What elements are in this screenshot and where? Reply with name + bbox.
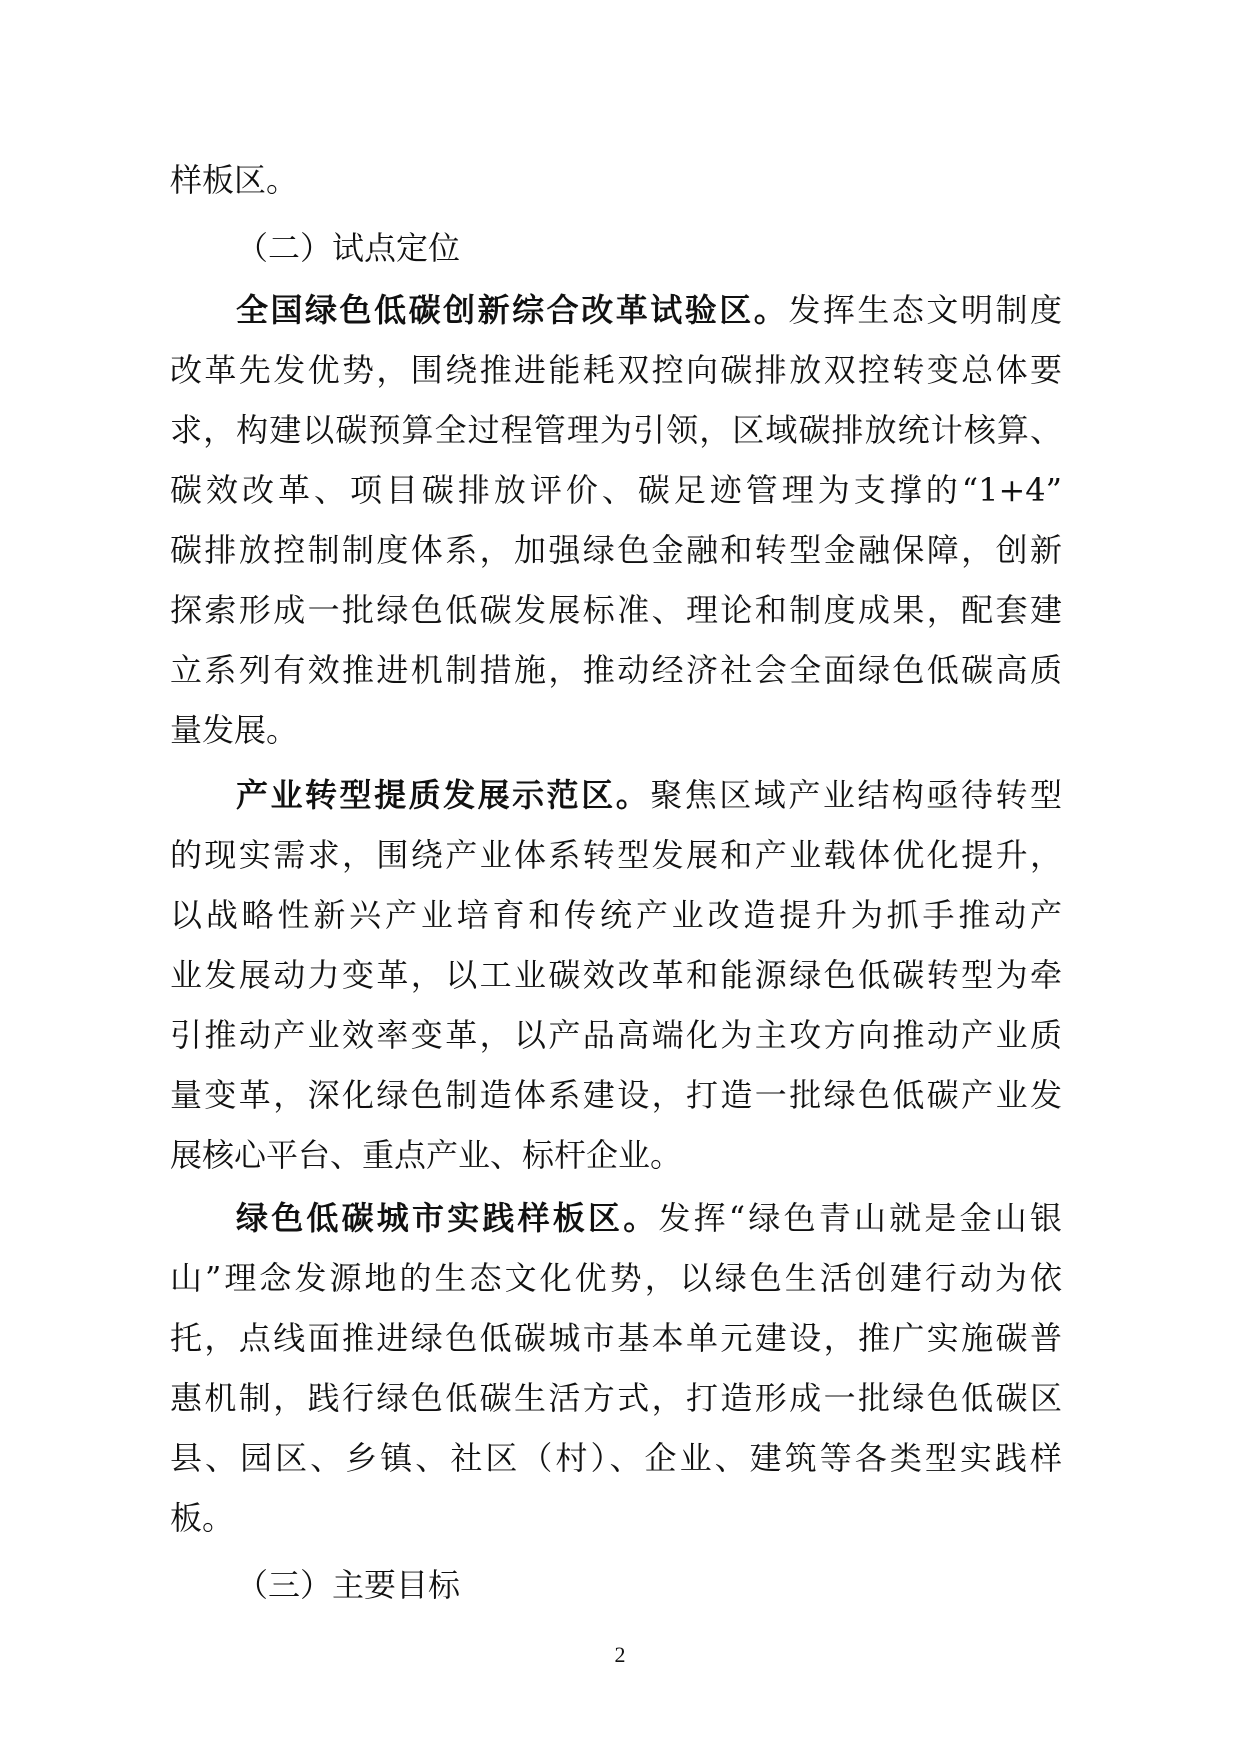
paragraph-line: 量发展。 (170, 711, 299, 749)
paragraph-lead-title: 全国绿色低碳创新综合改革试验区。 (236, 291, 789, 329)
section-heading-pilot-positioning: （二）试点定位 (236, 229, 461, 267)
paragraph-lead-title: 产业转型提质发展示范区。 (236, 776, 651, 814)
paragraph-line: 改革先发优势，围绕推进能耗双控向碳排放双控转变总体要 (170, 351, 1062, 389)
page-number: 2 (614, 1642, 626, 1667)
paragraph-line: 的现实需求，围绕产业体系转型发展和产业载体优化提升， (170, 836, 1062, 874)
paragraph-line: 惠机制，践行绿色低碳生活方式，打造形成一批绿色低碳区 (170, 1379, 1062, 1417)
paragraph-line (170, 765, 1062, 825)
paragraph-line (170, 280, 1062, 340)
continued-text-line: 样板区。 (170, 161, 299, 199)
paragraph-line: 托，点线面推进绿色低碳城市基本单元建设，推广实施碳普 (170, 1319, 1062, 1357)
paragraph-line: 立系列有效推进机制措施，推动经济社会全面绿色低碳高质 (170, 651, 1062, 689)
paragraph-line: 板。 (170, 1499, 235, 1537)
paragraph-line: 展核心平台、重点产业、标杆企业。 (170, 1136, 683, 1174)
paragraph-lead-title: 绿色低碳城市实践样板区。 (236, 1199, 659, 1237)
paragraph-line: 以战略性新兴产业培育和传统产业改造提升为抓手推动产 (170, 896, 1062, 934)
paragraph-line: 业发展动力变革，以工业碳效改革和能源绿色低碳转型为牵 (170, 956, 1062, 994)
section-heading-main-goals: （三）主要目标 (236, 1566, 461, 1604)
paragraph-line: 求，构建以碳预算全过程管理为引领，区域碳排放统计核算、 (170, 411, 1062, 449)
paragraph-low-carbon-city-zone (170, 1188, 1062, 1548)
paragraph-line: 量变革，深化绿色制造体系建设，打造一批绿色低碳产业发 (170, 1076, 1062, 1114)
paragraph-line: 探索形成一批绿色低碳发展标准、理论和制度成果，配套建 (170, 591, 1062, 629)
paragraph-industry-transformation-zone (170, 765, 1062, 1185)
paragraph-line: 碳效改革、项目碳排放评价、碳足迹管理为支撑的“1+4” (170, 471, 1062, 509)
paragraph-line-text: 发挥生态文明制度 (788, 291, 1062, 329)
paragraph-line: 山”理念发源地的生态文化优势，以绿色生活创建行动为依 (170, 1259, 1062, 1297)
paragraph-line-text: 聚焦区域产业结构亟待转型 (650, 776, 1062, 814)
paragraph-innovation-reform-zone (170, 280, 1062, 760)
paragraph-line (170, 1188, 1062, 1248)
paragraph-line: 县、园区、乡镇、社区（村）、企业、建筑等各类型实践样 (170, 1439, 1062, 1477)
paragraph-line: 碳排放控制制度体系，加强绿色金融和转型金融保障，创新 (170, 531, 1062, 569)
paragraph-line-text: 发挥“绿色青山就是金山银 (658, 1199, 1062, 1237)
body-text (170, 150, 1062, 1615)
paragraph-line: 引推动产业效率变革，以产品高端化为主攻方向推动产业质 (170, 1016, 1062, 1054)
